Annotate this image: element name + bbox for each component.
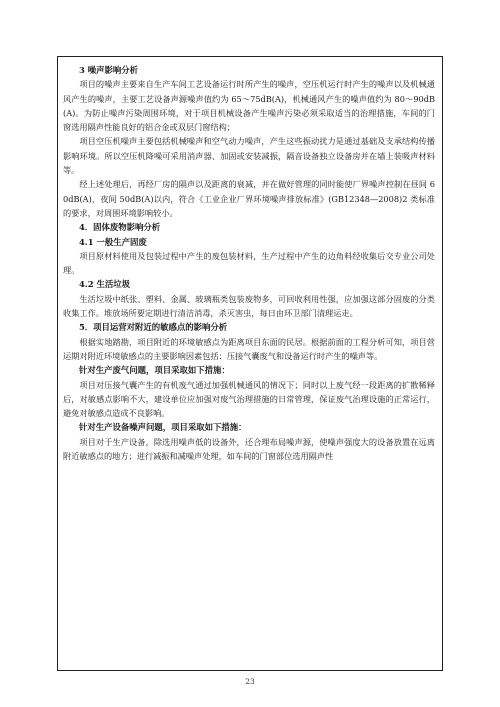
paragraph: 项目对压接气囊产生的有机废气通过加强机械通风的情况下；同时以上废气经一段距离的扩散稀释后，对敏感点影响不大，建设单位应加强对废气治理措施的日常管理，保证废气治理设施的正常运行，避免对敏感点造成不良影响。 — [63, 379, 435, 419]
paragraph: 根据实地踏勘，项目附近的环境敏感点为距离项目东面的民居。根据前面的工程分析可知，项目营运期对附近环境敏感点的主要影响因素包括：压接气囊废气和设备运行时产生的噪声等。 — [63, 336, 435, 361]
paragraph: 项目对于生产设备，除选用噪声低的设备外，还合理布局噪声源，使噪声强度大的设备放置在远离附近敏感点的地方；进行减振和减噪声处理，如车间的门窗部位选用隔声性 — [63, 436, 435, 462]
paragraph: 经上述处理后，再经厂房的隔声以及距离的衰减，并在做好管理的同时能使厂界噪声控制在昼间 60dB(A)，夜间 50dB(A)以内，符合《工业企业厂界环境噪声排放标准》(GB12348—2008)2 类标准的要求，对周围环境影响较小。 — [63, 179, 435, 218]
document-body — [63, 63, 435, 463]
page-number: 23 — [245, 677, 255, 686]
paragraph: 项目空压机噪声主要包括机械噪声和空气动力噪声，产生这些振动扰力是通过基础及支承结构传播影响环境。所以空压机降噪可采用消声器、加固或安装减振，隔音设备独立设备房并在墙上装吸声材料等。 — [63, 136, 435, 176]
heading-sensitive-points: 5．项目运营对附近的敏感点的影响分析 — [78, 322, 228, 333]
heading-exhaust-measures: 针对生产废气问题，项目采取如下措施： — [78, 365, 230, 376]
heading-noise-measures: 针对生产设备噪声问题，项目采取如下措施： — [78, 422, 247, 433]
paragraph: 项目原材料使用及包装过程中产生的废包装材料，生产过程中产生的边角料经收集后交专业公司处理。 — [63, 250, 435, 276]
heading-general-waste: 4.1 一般生产固废 — [78, 236, 147, 247]
heading-noise: 3 噪声影响分析 — [78, 65, 138, 75]
paragraph: 项目的噪声主要来自生产车间工艺设备运行时所产生的噪声，空压机运行时产生的噪声以及机械通风产生的噪声，主要工艺设备声源噪声值约为 65～75dB(A)，机械通风产生的噪声值约为 80～90dB(A)。为防止噪声污染周围环境，对于项目机械设备产生噪声污染必须采取适当的治理措施，车间的门窗选用隔声性能良好的铝合金或双层门窗结构； — [63, 79, 435, 133]
heading-solid-waste: 4．固体废物影响分析 — [78, 222, 161, 233]
paragraph: 生活垃圾中纸张、塑料、金属、玻璃瓶类包装废物多，可回收利用性强，应加强这部分固废的分类收集工作。堆放场所要定期进行清洁消毒，杀灭害虫，每日由环卫部门清理运走。 — [63, 293, 435, 319]
heading-domestic-waste: 4.2 生活垃圾 — [78, 279, 130, 290]
